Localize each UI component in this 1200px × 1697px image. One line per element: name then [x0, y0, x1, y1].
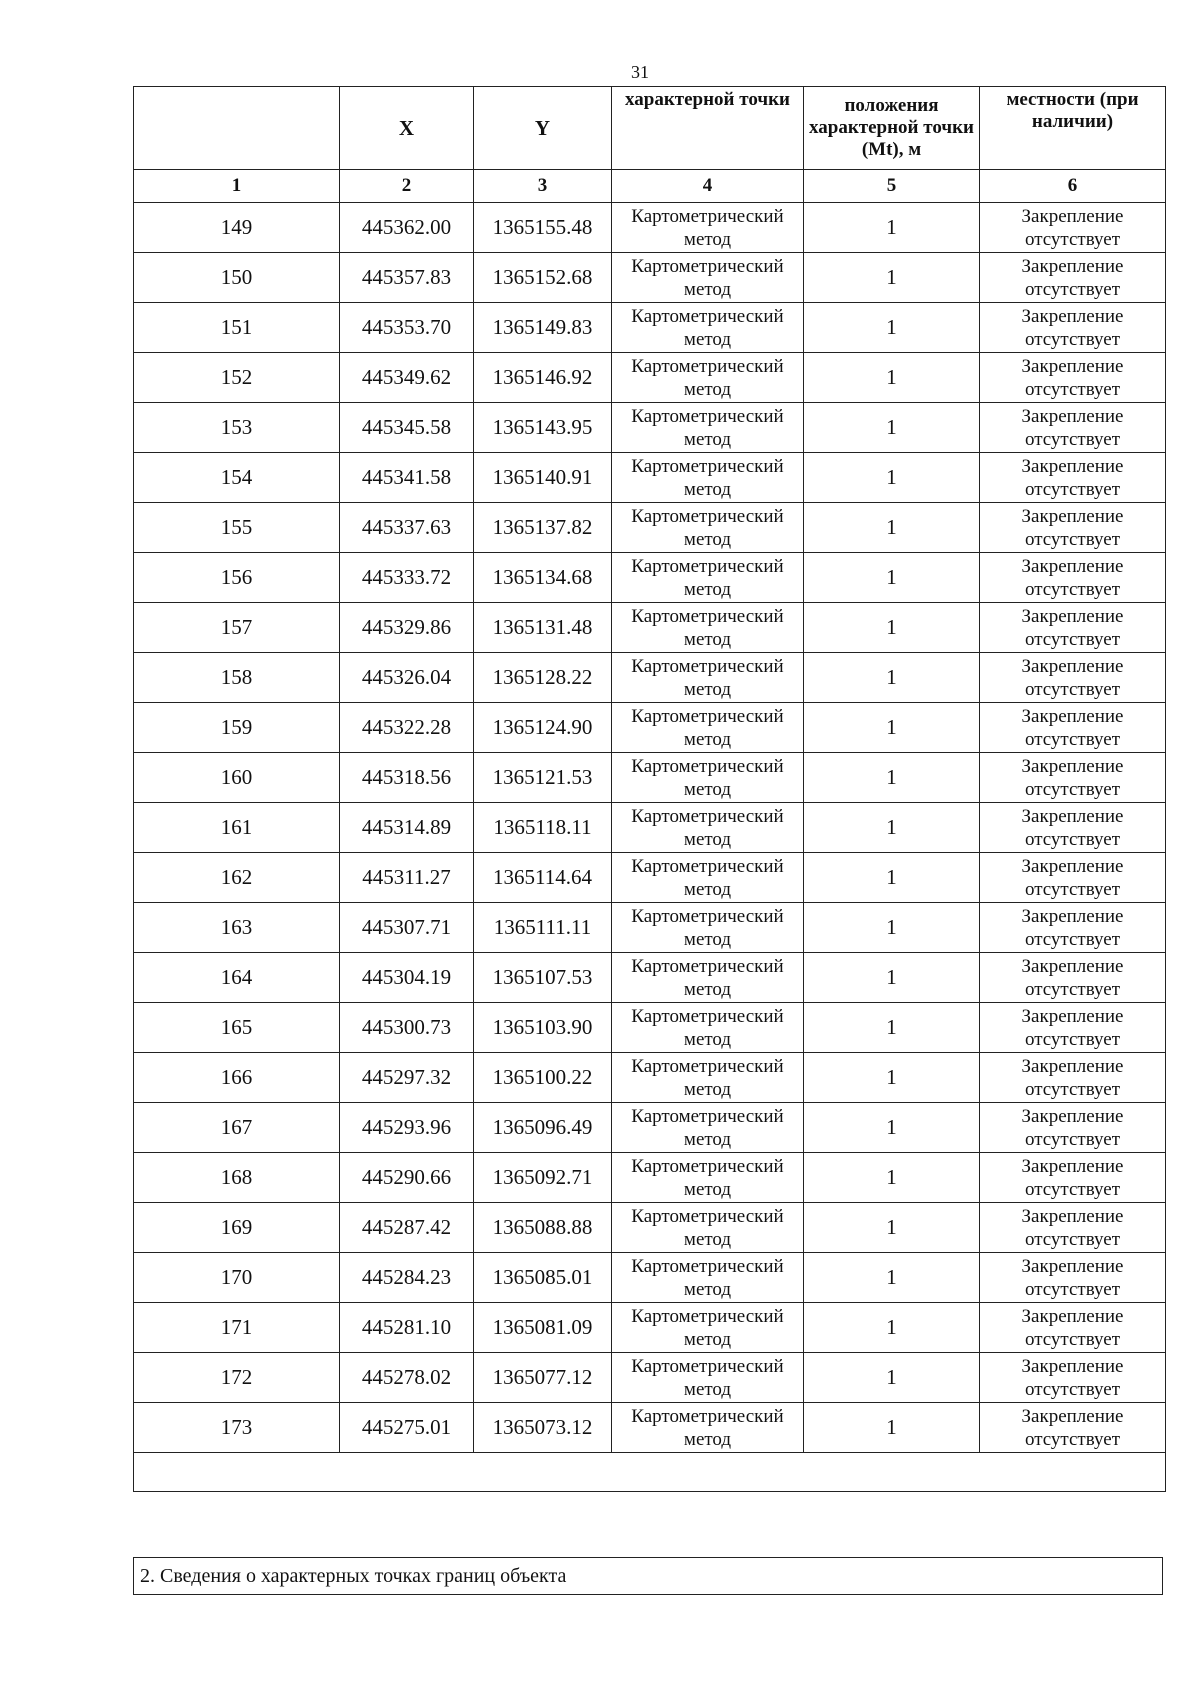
table-row [134, 603, 1166, 653]
column-number: 1 [134, 170, 340, 203]
method-cell [612, 1353, 804, 1403]
accuracy-cell: 1 [804, 1253, 980, 1303]
fixing-text: отсутствует [1024, 828, 1121, 850]
fixing-text: Закрепление [1021, 705, 1124, 727]
x-coordinate-cell: 445349.62 [340, 353, 474, 403]
fixing-text: Закрепление [1021, 855, 1124, 877]
point-number-cell: 165 [134, 1003, 340, 1053]
point-number-cell: 154 [134, 453, 340, 503]
y-coordinate-cell: 1365146.92 [474, 353, 612, 403]
method-cell [612, 1053, 804, 1103]
x-coordinate-cell: 445345.58 [340, 403, 474, 453]
fixing-text: Закрепление [1021, 655, 1124, 677]
y-coordinate-cell: 1365100.22 [474, 1053, 612, 1103]
method-text: Картометрический [631, 955, 784, 977]
y-coordinate-cell: 1365118.11 [474, 803, 612, 853]
fixing-cell [980, 553, 1166, 603]
fixing-text: отсутствует [1024, 378, 1121, 400]
fixing-text: Закрепление [1021, 1355, 1124, 1377]
table-row [134, 1153, 1166, 1203]
method-text: метод [683, 1228, 732, 1250]
accuracy-cell: 1 [804, 453, 980, 503]
fixing-text: Закрепление [1021, 1405, 1124, 1427]
method-text: Картометрический [631, 755, 784, 777]
method-text: Картометрический [631, 605, 784, 627]
method-text: Картометрический [631, 305, 784, 327]
method-cell [612, 603, 804, 653]
fixing-text: отсутствует [1024, 228, 1121, 250]
accuracy-cell: 1 [804, 1203, 980, 1253]
accuracy-cell: 1 [804, 1053, 980, 1103]
table-row [134, 703, 1166, 753]
fixing-cell [980, 353, 1166, 403]
y-coordinate-cell: 1365124.90 [474, 703, 612, 753]
fixing-text: отсутствует [1024, 1278, 1121, 1300]
y-coordinate-cell: 1365081.09 [474, 1303, 612, 1353]
column-number-row [134, 170, 1166, 203]
x-coordinate-cell: 445341.58 [340, 453, 474, 503]
y-coordinate-cell: 1365111.11 [474, 903, 612, 953]
method-cell [612, 303, 804, 353]
method-cell [612, 903, 804, 953]
table-row [134, 1353, 1166, 1403]
y-coordinate-cell: 1365121.53 [474, 753, 612, 803]
table-row [134, 453, 1166, 503]
table-row [134, 803, 1166, 853]
accuracy-cell: 1 [804, 953, 980, 1003]
y-coordinate-cell: 1365077.12 [474, 1353, 612, 1403]
method-text: Картометрический [631, 1255, 784, 1277]
fixing-text: отсутствует [1024, 578, 1121, 600]
method-text: метод [683, 628, 732, 650]
y-coordinate-cell: 1365107.53 [474, 953, 612, 1003]
method-text: метод [683, 878, 732, 900]
method-text: Картометрический [631, 1105, 784, 1127]
header-x: X [340, 87, 474, 170]
fixing-cell [980, 803, 1166, 853]
accuracy-cell: 1 [804, 803, 980, 853]
point-number-cell: 157 [134, 603, 340, 653]
header-y: Y [474, 87, 612, 170]
method-text: Картометрический [631, 555, 784, 577]
fixing-text: Закрепление [1021, 1105, 1124, 1127]
fixing-cell [980, 1353, 1166, 1403]
fixing-text: отсутствует [1024, 328, 1121, 350]
method-text: метод [683, 378, 732, 400]
column-number: 2 [340, 170, 474, 203]
fixing-text: отсутствует [1024, 1228, 1121, 1250]
table-row [134, 303, 1166, 353]
method-text: метод [683, 928, 732, 950]
fixing-text: Закрепление [1021, 1155, 1124, 1177]
point-number-cell: 153 [134, 403, 340, 453]
fixing-text: Закрепление [1021, 1255, 1124, 1277]
fixing-text: отсутствует [1024, 978, 1121, 1000]
x-coordinate-cell: 445353.70 [340, 303, 474, 353]
accuracy-cell: 1 [804, 1153, 980, 1203]
x-coordinate-cell: 445300.73 [340, 1003, 474, 1053]
fixing-text: Закрепление [1021, 955, 1124, 977]
fixing-text: отсутствует [1024, 1028, 1121, 1050]
fixing-text: Закрепление [1021, 605, 1124, 627]
y-coordinate-cell: 1365128.22 [474, 653, 612, 703]
x-coordinate-cell: 445290.66 [340, 1153, 474, 1203]
empty-row [134, 1453, 1166, 1492]
table-body [134, 203, 1166, 1453]
y-coordinate-cell: 1365114.64 [474, 853, 612, 903]
method-text: Картометрический [631, 205, 784, 227]
header-method: характерной точки [612, 87, 804, 170]
fixing-cell [980, 203, 1166, 253]
method-text: метод [683, 728, 732, 750]
point-number-cell: 155 [134, 503, 340, 553]
accuracy-cell: 1 [804, 1303, 980, 1353]
point-number-cell: 158 [134, 653, 340, 703]
point-number-cell: 171 [134, 1303, 340, 1353]
fixing-cell [980, 403, 1166, 453]
method-cell [612, 403, 804, 453]
fixing-cell [980, 1103, 1166, 1153]
point-number-cell: 172 [134, 1353, 340, 1403]
table-row [134, 903, 1166, 953]
x-coordinate-cell: 445337.63 [340, 503, 474, 553]
fixing-text: отсутствует [1024, 428, 1121, 450]
fixing-text: Закрепление [1021, 505, 1124, 527]
fixing-text: отсутствует [1024, 1428, 1121, 1450]
header-row [134, 87, 1166, 170]
method-text: Картометрический [631, 1155, 784, 1177]
fixing-cell [980, 603, 1166, 653]
fixing-cell [980, 853, 1166, 903]
method-cell [612, 953, 804, 1003]
fixing-cell [980, 953, 1166, 1003]
method-cell [612, 1103, 804, 1153]
point-number-cell: 149 [134, 203, 340, 253]
x-coordinate-cell: 445297.32 [340, 1053, 474, 1103]
header-accuracy: положения характерной точки (Mt), м [804, 87, 980, 170]
x-coordinate-cell: 445333.72 [340, 553, 474, 603]
table-row [134, 953, 1166, 1003]
empty-cell [134, 1453, 1166, 1492]
fixing-text: отсутствует [1024, 878, 1121, 900]
x-coordinate-cell: 445322.28 [340, 703, 474, 753]
fixing-cell [980, 453, 1166, 503]
fixing-text: Закрепление [1021, 255, 1124, 277]
page-number: 31 [631, 62, 649, 82]
point-number-cell: 169 [134, 1203, 340, 1253]
method-cell [612, 353, 804, 403]
point-number-cell: 161 [134, 803, 340, 853]
x-coordinate-cell: 445307.71 [340, 903, 474, 953]
fixing-cell [980, 503, 1166, 553]
accuracy-cell: 1 [804, 253, 980, 303]
method-cell [612, 203, 804, 253]
point-number-cell: 152 [134, 353, 340, 403]
point-number-cell: 170 [134, 1253, 340, 1303]
method-text: Картометрический [631, 1005, 784, 1027]
accuracy-cell: 1 [804, 1353, 980, 1403]
method-text: Картометрический [631, 1355, 784, 1377]
method-text: Картометрический [631, 905, 784, 927]
accuracy-cell: 1 [804, 503, 980, 553]
accuracy-cell: 1 [804, 753, 980, 803]
accuracy-cell: 1 [804, 653, 980, 703]
fixing-text: Закрепление [1021, 405, 1124, 427]
accuracy-cell: 1 [804, 853, 980, 903]
fixing-cell [980, 1203, 1166, 1253]
method-text: метод [683, 478, 732, 500]
fixing-cell [980, 253, 1166, 303]
fixing-text: отсутствует [1024, 778, 1121, 800]
y-coordinate-cell: 1365140.91 [474, 453, 612, 503]
method-cell [612, 653, 804, 703]
method-text: метод [683, 578, 732, 600]
x-coordinate-cell: 445278.02 [340, 1353, 474, 1403]
fixing-text: Закрепление [1021, 755, 1124, 777]
fixing-text: отсутствует [1024, 278, 1121, 300]
coordinates-table [133, 86, 1166, 1492]
method-cell [612, 803, 804, 853]
fixing-text: отсутствует [1024, 1378, 1121, 1400]
fixing-cell [980, 653, 1166, 703]
table-row [134, 1253, 1166, 1303]
method-cell [612, 453, 804, 503]
x-coordinate-cell: 445275.01 [340, 1403, 474, 1453]
fixing-text: отсутствует [1024, 478, 1121, 500]
point-number-cell: 168 [134, 1153, 340, 1203]
table-row [134, 203, 1166, 253]
method-text: метод [683, 828, 732, 850]
method-cell [612, 703, 804, 753]
x-coordinate-cell: 445326.04 [340, 653, 474, 703]
method-text: Картометрический [631, 405, 784, 427]
method-text: метод [683, 1378, 732, 1400]
fixing-text: отсутствует [1024, 728, 1121, 750]
method-text: Картометрический [631, 1405, 784, 1427]
fixing-text: отсутствует [1024, 1128, 1121, 1150]
y-coordinate-cell: 1365096.49 [474, 1103, 612, 1153]
method-text: Картометрический [631, 505, 784, 527]
table-row [134, 1303, 1166, 1353]
y-coordinate-cell: 1365092.71 [474, 1153, 612, 1203]
y-coordinate-cell: 1365131.48 [474, 603, 612, 653]
table-row [134, 353, 1166, 403]
method-cell [612, 1253, 804, 1303]
method-text: Картометрический [631, 455, 784, 477]
x-coordinate-cell: 445314.89 [340, 803, 474, 853]
x-coordinate-cell: 445287.42 [340, 1203, 474, 1253]
fixing-text: Закрепление [1021, 305, 1124, 327]
method-text: Картометрический [631, 1205, 784, 1227]
method-cell [612, 1303, 804, 1353]
fixing-text: Закрепление [1021, 905, 1124, 927]
fixing-cell [980, 1403, 1166, 1453]
point-number-cell: 163 [134, 903, 340, 953]
fixing-text: отсутствует [1024, 628, 1121, 650]
table-row [134, 403, 1166, 453]
method-text: метод [683, 1428, 732, 1450]
method-text: метод [683, 778, 732, 800]
y-coordinate-cell: 1365155.48 [474, 203, 612, 253]
fixing-text: Закрепление [1021, 1205, 1124, 1227]
method-text: метод [683, 1178, 732, 1200]
method-text: метод [683, 978, 732, 1000]
column-number: 3 [474, 170, 612, 203]
point-number-cell: 160 [134, 753, 340, 803]
column-number: 4 [612, 170, 804, 203]
y-coordinate-cell: 1365137.82 [474, 503, 612, 553]
fixing-text: Закрепление [1021, 1005, 1124, 1027]
point-number-cell: 150 [134, 253, 340, 303]
x-coordinate-cell: 445304.19 [340, 953, 474, 1003]
point-number-cell: 156 [134, 553, 340, 603]
fixing-cell [980, 1303, 1166, 1353]
x-coordinate-cell: 445362.00 [340, 203, 474, 253]
method-text: метод [683, 1028, 732, 1050]
fixing-text: отсутствует [1024, 1178, 1121, 1200]
method-text: метод [683, 1328, 732, 1350]
accuracy-cell: 1 [804, 353, 980, 403]
method-text: Картометрический [631, 255, 784, 277]
table-row [134, 653, 1166, 703]
method-cell [612, 503, 804, 553]
y-coordinate-cell: 1365149.83 [474, 303, 612, 353]
point-number-cell: 164 [134, 953, 340, 1003]
method-text: метод [683, 678, 732, 700]
accuracy-cell: 1 [804, 903, 980, 953]
method-text: Картометрический [631, 805, 784, 827]
table-row [134, 1053, 1166, 1103]
fixing-cell [980, 1153, 1166, 1203]
method-text: Картометрический [631, 1055, 784, 1077]
fixing-text: Закрепление [1021, 805, 1124, 827]
column-number: 6 [980, 170, 1166, 203]
accuracy-cell: 1 [804, 1103, 980, 1153]
section-title: 2. Сведения о характерных точках границ объекта [133, 1557, 1163, 1595]
y-coordinate-cell: 1365073.12 [474, 1403, 612, 1453]
fixing-cell [980, 903, 1166, 953]
fixing-text: отсутствует [1024, 528, 1121, 550]
method-cell [612, 853, 804, 903]
x-coordinate-cell: 445293.96 [340, 1103, 474, 1153]
header-fixing: местности (при наличии) [980, 87, 1166, 170]
method-cell [612, 1003, 804, 1053]
method-text: Картометрический [631, 855, 784, 877]
fixing-text: Закрепление [1021, 455, 1124, 477]
fixing-text: отсутствует [1024, 1328, 1121, 1350]
fixing-text: Закрепление [1021, 1305, 1124, 1327]
point-number-cell: 162 [134, 853, 340, 903]
point-number-cell: 173 [134, 1403, 340, 1453]
x-coordinate-cell: 445311.27 [340, 853, 474, 903]
method-text: метод [683, 1078, 732, 1100]
x-coordinate-cell: 445284.23 [340, 1253, 474, 1303]
method-text: метод [683, 1278, 732, 1300]
method-text: метод [683, 528, 732, 550]
x-coordinate-cell: 445281.10 [340, 1303, 474, 1353]
accuracy-cell: 1 [804, 703, 980, 753]
method-text: метод [683, 228, 732, 250]
point-number-cell: 166 [134, 1053, 340, 1103]
y-coordinate-cell: 1365085.01 [474, 1253, 612, 1303]
accuracy-cell: 1 [804, 603, 980, 653]
fixing-cell [980, 753, 1166, 803]
method-text: метод [683, 278, 732, 300]
accuracy-cell: 1 [804, 1403, 980, 1453]
method-text: метод [683, 1128, 732, 1150]
method-text: Картометрический [631, 1305, 784, 1327]
x-coordinate-cell: 445318.56 [340, 753, 474, 803]
header-point-number [134, 87, 340, 170]
x-coordinate-cell: 445357.83 [340, 253, 474, 303]
fixing-text: отсутствует [1024, 678, 1121, 700]
y-coordinate-cell: 1365134.68 [474, 553, 612, 603]
table-row [134, 1103, 1166, 1153]
method-cell [612, 1203, 804, 1253]
table-row [134, 503, 1166, 553]
column-number: 5 [804, 170, 980, 203]
fixing-text: отсутствует [1024, 1078, 1121, 1100]
method-cell [612, 1403, 804, 1453]
fixing-text: Закрепление [1021, 205, 1124, 227]
method-cell [612, 753, 804, 803]
method-text: Картометрический [631, 355, 784, 377]
y-coordinate-cell: 1365088.88 [474, 1203, 612, 1253]
y-coordinate-cell: 1365103.90 [474, 1003, 612, 1053]
fixing-text: Закрепление [1021, 1055, 1124, 1077]
method-cell [612, 1153, 804, 1203]
accuracy-cell: 1 [804, 553, 980, 603]
fixing-cell [980, 1253, 1166, 1303]
method-text: метод [683, 328, 732, 350]
method-cell [612, 253, 804, 303]
method-cell [612, 553, 804, 603]
method-text: метод [683, 428, 732, 450]
fixing-cell [980, 1053, 1166, 1103]
y-coordinate-cell: 1365152.68 [474, 253, 612, 303]
table-row [134, 1003, 1166, 1053]
table-row [134, 753, 1166, 803]
accuracy-cell: 1 [804, 1003, 980, 1053]
point-number-cell: 151 [134, 303, 340, 353]
y-coordinate-cell: 1365143.95 [474, 403, 612, 453]
point-number-cell: 159 [134, 703, 340, 753]
method-text: Картометрический [631, 705, 784, 727]
point-number-cell: 167 [134, 1103, 340, 1153]
fixing-text: Закрепление [1021, 555, 1124, 577]
x-coordinate-cell: 445329.86 [340, 603, 474, 653]
fixing-cell [980, 703, 1166, 753]
accuracy-cell: 1 [804, 303, 980, 353]
accuracy-cell: 1 [804, 403, 980, 453]
fixing-cell [980, 1003, 1166, 1053]
method-text: Картометрический [631, 655, 784, 677]
table-row [134, 853, 1166, 903]
fixing-cell [980, 303, 1166, 353]
table-row [134, 253, 1166, 303]
table-row [134, 1403, 1166, 1453]
accuracy-cell: 1 [804, 203, 980, 253]
table-row [134, 553, 1166, 603]
table-row [134, 1203, 1166, 1253]
fixing-text: отсутствует [1024, 928, 1121, 950]
fixing-text: Закрепление [1021, 355, 1124, 377]
